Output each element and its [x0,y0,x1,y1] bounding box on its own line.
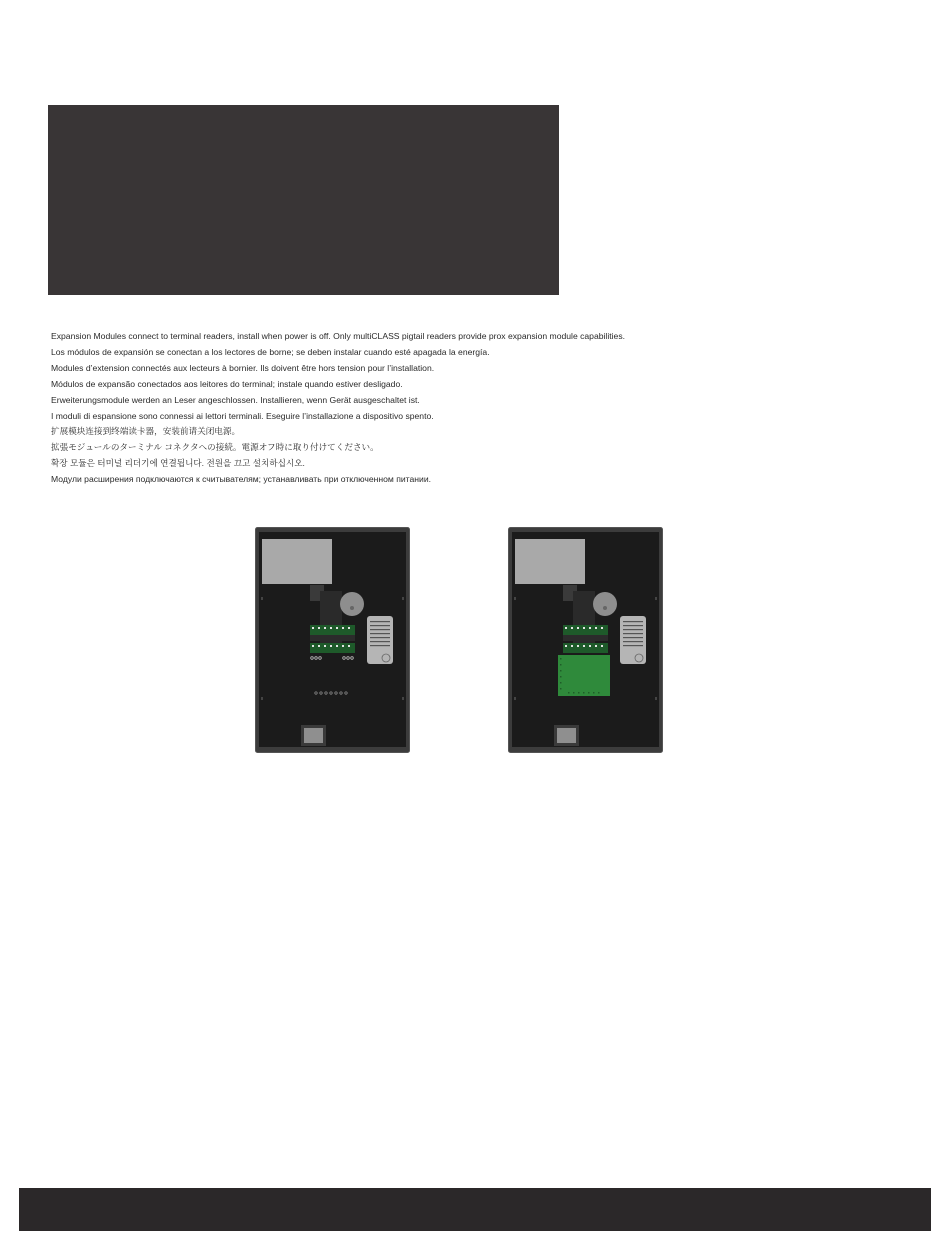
buzzer [593,592,617,616]
reader-diagram-without-module [255,527,410,753]
instruction-line-zh: 扩展模块连接到终端读卡器，安装前请关闭电源。 [51,426,241,437]
label-area [262,539,332,584]
instruction-line-fr: Modules d’extension connectés aux lecteurs à bornier. Ils doivent être hors tension pour l’installation. [51,362,435,373]
expansion-module [558,655,610,696]
instruction-line-pt: Módulos de expansão conectados aos leitores do terminal; instale quando estiver desligado. [51,378,403,389]
instruction-line-de: Erweiterungsmodule werden an Leser angeschlossen. Installieren, wenn Gerät ausgeschaltet ist. [51,394,420,405]
buzzer [340,592,364,616]
terminal-block [563,625,608,653]
header-banner [48,105,559,295]
footer-band [19,1188,931,1231]
reader-diagram-with-module [508,527,663,753]
instruction-line-ja: 拡張モジュールのターミナル コネクタへの接続。電源オフ時に取り付けてください。 [51,442,379,453]
instruction-line-ru: Модули расширения подключаются к считывателям; устанавливать при отключенном питании. [51,474,432,485]
instruction-line-es: Los módulos de expansión se conectan a los lectores de borne; se deben instalar cuando esté apagada la energía. [51,346,490,357]
label-area [515,539,585,584]
instruction-line-ko: 확장 모듈은 터미널 리더기에 연결됩니다. 전원을 끄고 설치하십시오. [51,458,305,469]
connector-label [367,616,393,664]
instruction-line-it: I moduli di espansione sono connessi ai lettori terminali. Eseguire l’installazione a dispositivo spento. [51,410,434,421]
instruction-line-en: Expansion Modules connect to terminal readers, install when power is off. Only multiCLASS pigtail readers provide prox expansion module capabilities. [51,331,626,341]
connector-label [620,616,646,664]
instruction-text-block [51,329,911,488]
